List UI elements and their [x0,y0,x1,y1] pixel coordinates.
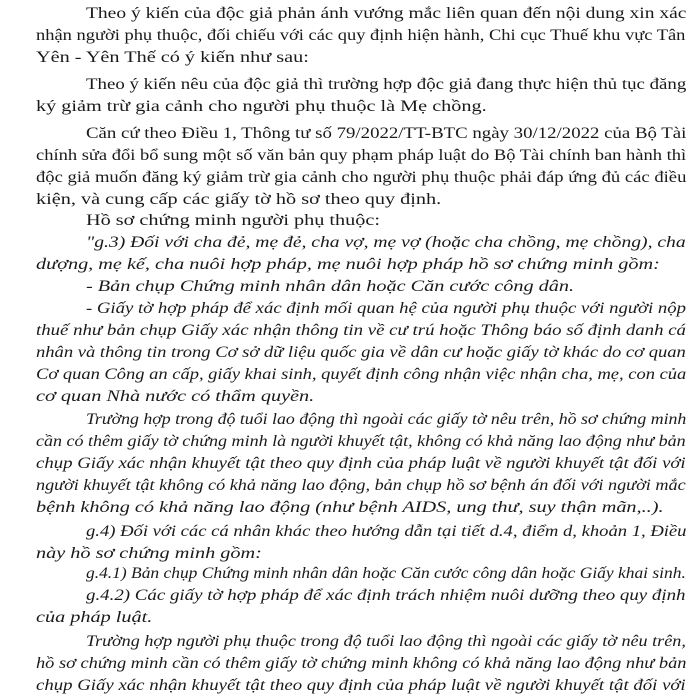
paragraph-line-5: ký giảm trừ gia cảnh cho người phụ thuộc là Mẹ chồng. [36,97,487,115]
paragraph-line-29: Trường hợp người phụ thuộc trong độ tuổi lao động thì ngoài các giấy tờ nêu trên, [86,632,686,650]
paragraph-line-19: Trường hợp trong độ tuổi lao động thì ngoài các giấy tờ nêu trên, hồ sơ chứng minh [86,410,687,428]
paragraph-line-2: nhận người phụ thuộc, đối chiếu với các quy định hiện hành, Chi cục Thuế khu vực Tân [36,26,686,44]
paragraph-line-28: của pháp luật. [36,608,153,626]
paragraph-line-27: g.4.2) Các giấy tờ hợp pháp để xác định trách nhiệm nuôi dưỡng theo quy định [86,586,686,604]
paragraph-line-6: Căn cứ theo Điều 1, Thông tư số 79/2022/TT-BTC ngày 30/12/2022 của Bộ Tài [86,124,687,142]
paragraph-line-16: nhân và thông tin trong Cơ sở dữ liệu quốc gia về dân cư hoặc giấy tờ khác do cơ quan [36,343,686,361]
paragraph-line-14: - Giấy tờ hợp pháp để xác định mối quan hệ của người phụ thuộc với người nộp [86,299,686,317]
paragraph-line-22: người khuyết tật không có khả năng lao động, bản chụp hồ sơ bệnh án đối với người mắc [36,476,686,494]
paragraph-line-1: Theo ý kiến của độc giả phản ánh vướng mắc liên quan đến nội dung xin xác [86,4,687,22]
paragraph-line-17: Cơ quan Công an cấp, giấy khai sinh, quyết định công nhận việc nhận cha, mẹ, con của [36,365,687,383]
paragraph-line-26: g.4.1) Bản chụp Chứng minh nhân dân hoặc Căn cước công dân hoặc Giấy khai sinh. [86,564,686,582]
paragraph-line-30: hồ sơ chứng minh cần có thêm giấy tờ chứng minh không có khả năng lao động như bản [36,654,687,672]
paragraph-line-9: kiện, và cung cấp các giấy tờ hồ sơ theo quy định. [36,190,442,208]
paragraph-line-7: chính sửa đổi bổ sung một số văn bản quy phạm pháp luật do Bộ Tài chính ban hành thì [36,146,687,164]
paragraph-line-24: g.4) Đối với các cá nhân khác theo hướng dẫn tại tiết d.4, điểm d, khoản 1, Điều [86,522,687,540]
paragraph-line-20: cần có thêm giấy tờ chứng minh là người khuyết tật, không có khả năng lao động như bản [36,432,686,450]
paragraph-line-31: chụp Giấy xác nhận khuyết tật theo quy định của pháp luật về người khuyết tật đối với [36,676,686,694]
paragraph-line-18: cơ quan Nhà nước có thẩm quyền. [36,387,315,405]
paragraph-line-11: "g.3) Đối với cha đẻ, mẹ đẻ, cha vợ, mẹ vợ (hoặc cha chồng, mẹ chồng), cha [86,233,686,251]
paragraph-line-25: này hồ sơ chứng minh gồm: [36,544,262,562]
paragraph-line-15: thuế như bản chụp Giấy xác nhận thông tin về cư trú hoặc Thông báo số định danh cá [36,321,686,339]
paragraph-line-13: - Bản chụp Chứng minh nhân dân hoặc Căn cước công dân. [86,277,575,295]
paragraph-line-21: chụp Giấy xác nhận khuyết tật theo quy định của pháp luật về người khuyết tật đối với [36,454,686,472]
paragraph-line-4: Theo ý kiến nêu của độc giả thì trường hợp độc giả đang thực hiện thủ tục đăng [86,75,687,93]
paragraph-line-8: độc giả muốn đăng ký giảm trừ gia cảnh cho người phụ thuộc phải đáp ứng đủ các điều [36,168,687,186]
paragraph-line-10: Hồ sơ chứng minh người phụ thuộc: [86,211,381,229]
paragraph-line-23: bệnh không có khả năng lao động (như bệnh AIDS, ung thư, suy thận mãn,..). [36,498,664,516]
paragraph-line-3: Yên - Yên Thế có ý kiến như sau: [36,48,309,66]
paragraph-line-12: dượng, mẹ kế, cha nuôi hợp pháp, mẹ nuôi hợp pháp hồ sơ chứng minh gồm: [36,255,660,273]
